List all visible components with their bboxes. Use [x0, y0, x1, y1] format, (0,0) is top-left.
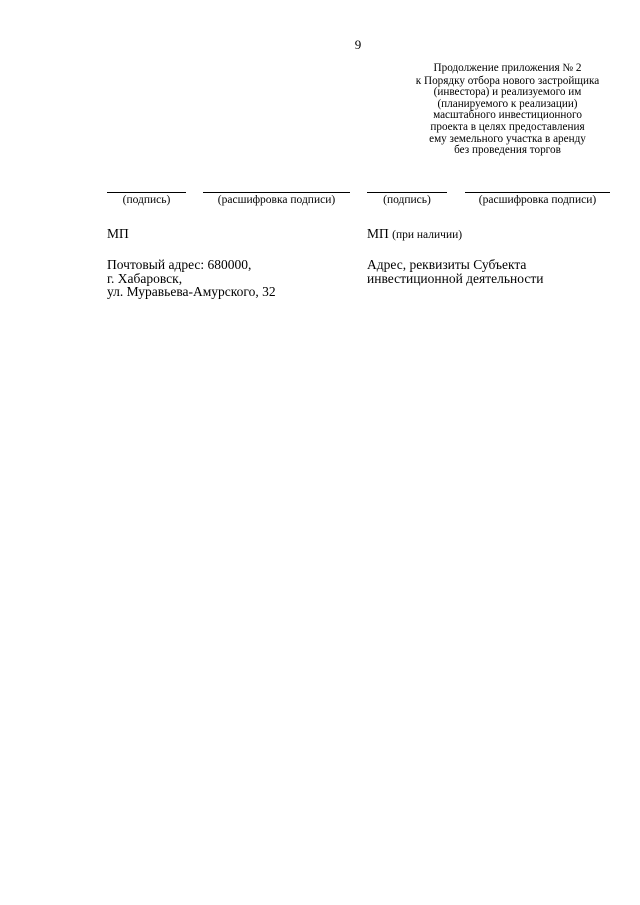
- right-signature-field: (подпись): [367, 192, 447, 206]
- appendix-line: проекта в целях предоставления: [430, 120, 585, 133]
- continuation-header: [395, 63, 620, 157]
- right-stamp-label: [367, 226, 462, 242]
- appendix-line: (планируемого к реализации): [437, 97, 578, 110]
- postal-address-line: ул. Муравьева-Амурского, 32: [107, 284, 276, 299]
- left-stamp-text: МП: [107, 226, 129, 241]
- right-stamp-text: МП: [367, 226, 389, 241]
- left-stamp-label: [107, 226, 129, 242]
- postal-address-line: Почтовый адрес: 680000,: [107, 257, 252, 272]
- appendix-title: Продолжение приложения № 2: [433, 62, 582, 74]
- postal-address: [107, 258, 347, 299]
- investor-address-line: Адрес, реквизиты Субъекта: [367, 257, 527, 272]
- appendix-line: масштабного инвестиционного: [433, 109, 582, 122]
- appendix-line: ему земельного участка в аренду: [429, 132, 586, 145]
- investor-address-line: инвестиционной деятельности: [367, 270, 544, 286]
- page-number: 9: [354, 37, 362, 52]
- right-stamp-note: (при наличии): [392, 229, 463, 241]
- investor-address: [367, 258, 617, 285]
- left-signature-field: (подпись): [107, 192, 186, 206]
- appendix-line: без проведения торгов: [454, 144, 561, 157]
- appendix-line: (инвестора) и реализуемого им: [433, 86, 582, 99]
- left-signature-decoding-field: (расшифровка подписи): [203, 192, 350, 206]
- right-signature-decoding-field: (расшифровка подписи): [465, 192, 610, 206]
- appendix-line: к Порядку отбора нового застройщика: [415, 74, 600, 87]
- postal-address-line: г. Хабаровск,: [107, 270, 183, 286]
